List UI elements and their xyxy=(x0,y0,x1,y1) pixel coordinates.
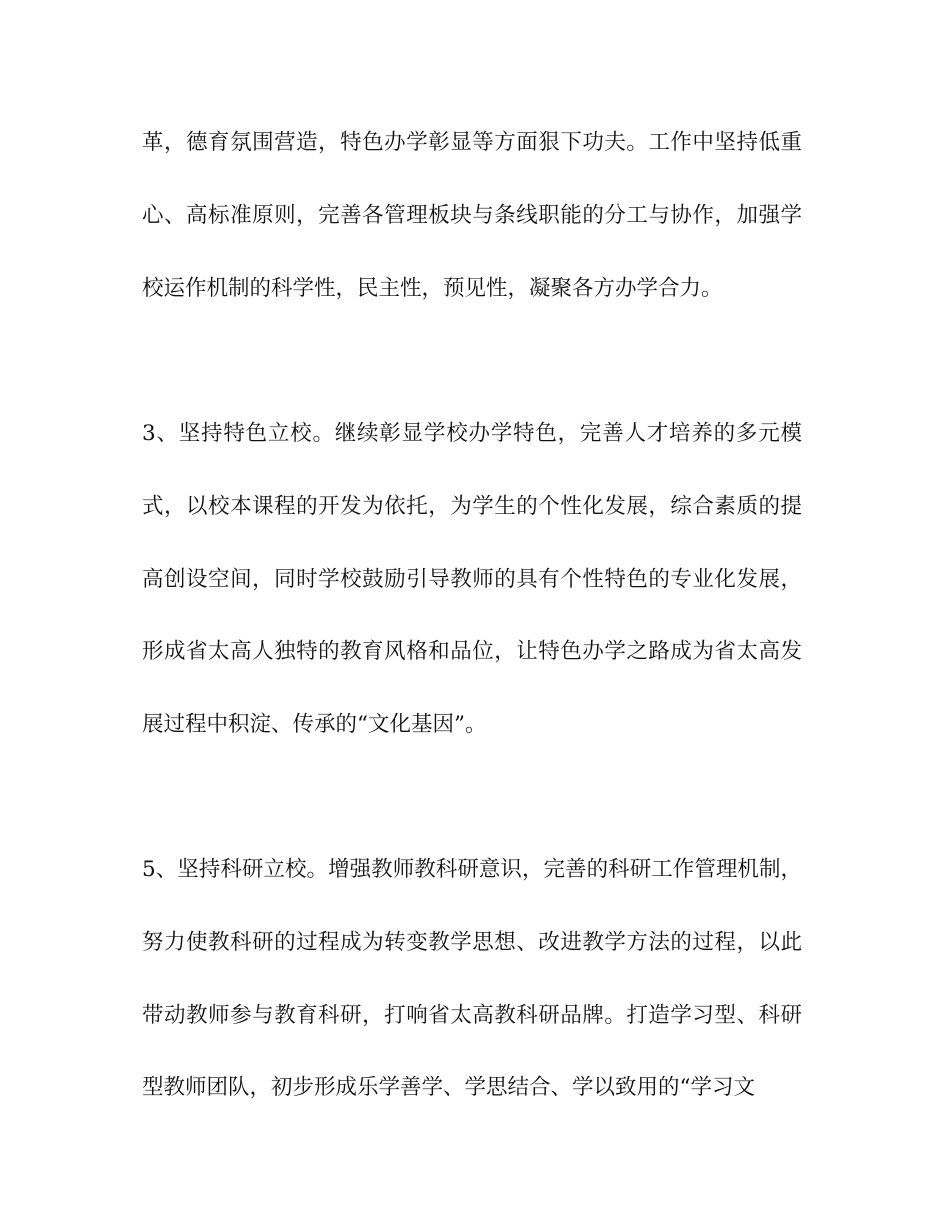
paragraph-1-line-2: 心、高标准原则，完善各管理板块与条线职能的分工与协作，加强学 xyxy=(142,203,802,228)
paragraph-2-line-2: 式，以校本课程的开发为依托，为学生的个性化发展，综合素质的提 xyxy=(142,494,802,519)
paragraph-2-line-4: 形成省太高人独特的教育风格和品位，让特色办学之路成为省太高发 xyxy=(142,639,802,664)
paragraph-2-line-3: 高创设空间，同时学校鼓励引导教师的具有个性特色的专业化发展， xyxy=(142,567,802,592)
paragraph-2-line-1: 3、坚持特色立校。继续彰显学校办学特色，完善人才培养的多元模 xyxy=(142,421,802,446)
paragraph-3-line-1: 5、坚持科研立校。增强教师教科研意识，完善的科研工作管理机制， xyxy=(142,857,802,882)
paragraph-3-line-2: 努力使教科研的过程成为转变教学思想、改进教学方法的过程，以此 xyxy=(142,930,802,955)
paragraph-3-line-4: 型教师团队，初步形成乐学善学、学思结合、学以致用的“学习文 xyxy=(142,1075,755,1100)
paragraph-2-line-5: 展过程中积淀、传承的“文化基因”。 xyxy=(142,712,487,737)
paragraph-1-line-1: 革，德育氛围营造，特色办学彰显等方面狠下功夫。工作中坚持低重 xyxy=(142,130,802,155)
paragraph-3-line-3: 带动教师参与教育科研，打响省太高教科研品牌。打造学习型、科研 xyxy=(142,1003,802,1028)
paragraph-1-line-3: 校运作机制的科学性，民主性，预见性，凝聚各方办学合力。 xyxy=(142,276,723,301)
